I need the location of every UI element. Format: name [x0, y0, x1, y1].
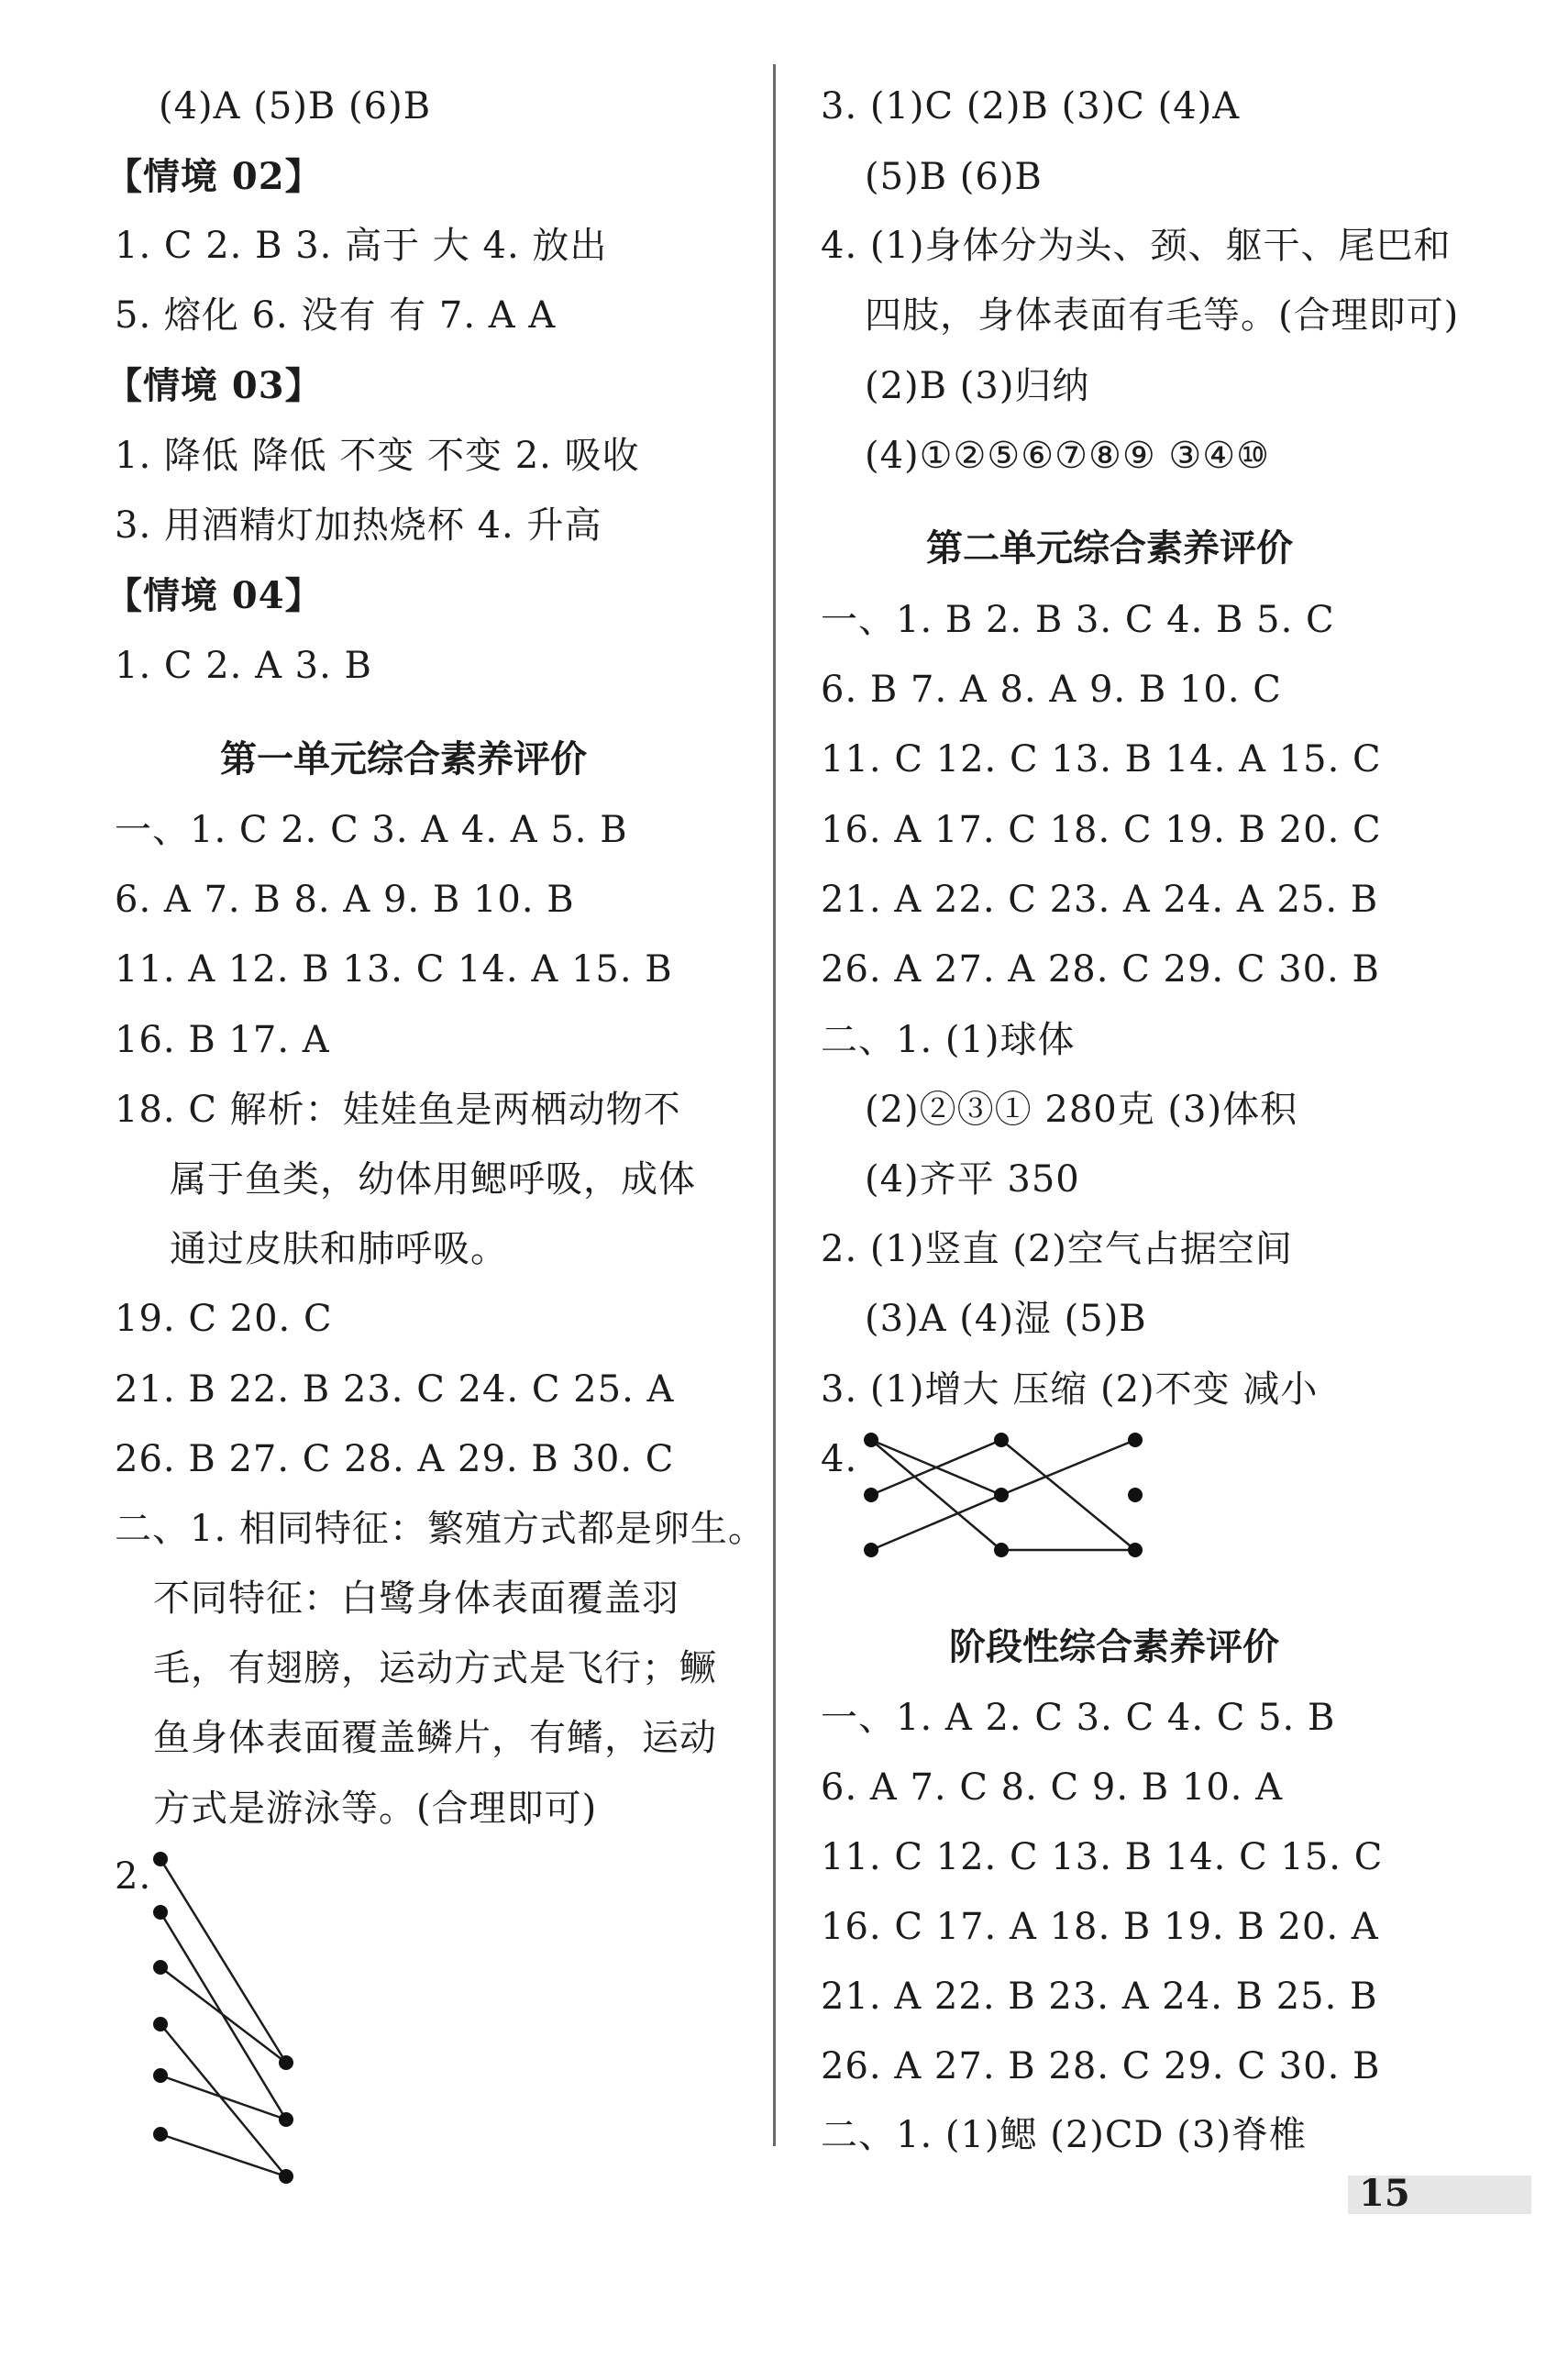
answer-line: 11. A 12. B 13. C 14. A 15. B	[115, 948, 673, 991]
answer-line: 6. A 7. B 8. A 9. B 10. B	[115, 879, 575, 921]
answer-line: 11. C 12. C 13. B 14. A 15. C	[821, 738, 1382, 780]
answer-line: 21. A 22. B 23. A 24. B 25. B	[821, 1976, 1378, 2018]
answer-line: (2)②③① 280克 (3)体积	[865, 1089, 1298, 1131]
answer-line: 2. (1)竖直 (2)空气占据空间	[821, 1228, 1293, 1270]
answer-line: 18. C 解析：娃娃鱼是两栖动物不	[115, 1089, 681, 1131]
answer-line: 2.	[115, 1855, 152, 1898]
answer-line: 5. 熔化 6. 没有 有 7. A A	[115, 294, 557, 337]
answer-line: 6. B 7. A 8. A 9. B 10. C	[821, 669, 1282, 711]
page-number: 15	[1359, 2172, 1410, 2215]
unit-title: 第一单元综合素养评价	[220, 737, 587, 780]
match-dot	[864, 1433, 878, 1447]
answer-line: 11. C 12. C 13. B 14. C 15. C	[821, 1836, 1384, 1878]
answer-line: 21. B 22. B 23. C 24. C 25. A	[115, 1368, 675, 1411]
answer-line: 一、1. C 2. C 3. A 4. A 5. B	[115, 809, 628, 851]
answer-line: 26. A 27. A 28. C 29. C 30. B	[821, 948, 1380, 991]
unit-title: 第二单元综合素养评价	[926, 526, 1293, 570]
answer-line: 4.	[821, 1438, 858, 1480]
answer-line: 不同特征：白鹭身体表面覆盖羽	[153, 1578, 679, 1620]
answer-line: 通过皮肤和肺呼吸。	[170, 1228, 508, 1270]
answer-line: 一、1. A 2. C 3. C 4. C 5. B	[821, 1697, 1336, 1739]
answer-line: (3)A (4)湿 (5)B	[865, 1298, 1147, 1340]
answer-line: 3. (1)增大 压缩 (2)不变 减小	[821, 1368, 1319, 1411]
answer-line: 4. (1)身体分为头、颈、躯干、尾巴和	[821, 225, 1452, 267]
answer-line: 16. A 17. C 18. C 19. B 20. C	[821, 809, 1382, 851]
answer-line: (4)齐平 350	[865, 1158, 1080, 1201]
answer-line: 1. C 2. A 3. B	[115, 645, 372, 687]
answer-line: 属于鱼类，幼体用鳃呼吸，成体	[170, 1158, 696, 1201]
answer-line: (4)A (5)B (6)B	[159, 85, 432, 127]
answer-line: 26. B 27. C 28. A 29. B 30. C	[115, 1438, 675, 1480]
answer-line: 19. C 20. C	[115, 1298, 333, 1340]
answer-line: 二、1. (1)鳃 (2)CD (3)脊椎	[821, 2114, 1307, 2156]
match-dot	[864, 1543, 878, 1557]
answer-line: 16. C 17. A 18. B 19. B 20. A	[821, 1906, 1379, 1948]
answer-line: 方式是游泳等。(合理即可)	[153, 1788, 598, 1830]
answer-line: (5)B (6)B	[865, 156, 1043, 198]
section-heading: 【情境 03】	[105, 364, 323, 407]
answer-line: 21. A 22. C 23. A 24. A 25. B	[821, 879, 1379, 921]
match-dot	[994, 1488, 1009, 1502]
section-heading: 【情境 04】	[105, 574, 323, 617]
answer-line: 16. B 17. A	[115, 1019, 330, 1061]
answer-line: 3. (1)C (2)B (3)C (4)A	[821, 85, 1241, 127]
match-dot	[1128, 1488, 1143, 1502]
unit-title: 阶段性综合素养评价	[949, 1625, 1279, 1668]
section-heading: 【情境 02】	[105, 155, 323, 198]
answer-line: 3. 用酒精灯加热烧杯 4. 升高	[115, 504, 602, 547]
answer-line: 二、1. 相同特征：繁殖方式都是卵生。	[115, 1508, 766, 1550]
answer-line: 二、1. (1)球体	[821, 1019, 1076, 1061]
match-dot	[1128, 1543, 1143, 1557]
answer-line: 1. 降低 降低 不变 不变 2. 吸收	[115, 435, 640, 477]
answer-line: 26. A 27. B 28. C 29. C 30. B	[821, 2045, 1381, 2087]
answer-line: 毛，有翅膀，运动方式是飞行；鳜	[153, 1647, 717, 1689]
answer-line: 鱼身体表面覆盖鳞片，有鳍，运动	[153, 1717, 717, 1759]
match-dot	[864, 1488, 878, 1502]
match-dot	[994, 1543, 1009, 1557]
answer-line: 1. C 2. B 3. 高于 大 4. 放出	[115, 225, 608, 267]
answer-line: (4)①②⑤⑥⑦⑧⑨ ③④⑩	[865, 435, 1270, 477]
match-dot	[1128, 1433, 1143, 1447]
answer-line: 四肢，身体表面有毛等。(合理即可)	[865, 294, 1460, 337]
answer-line: (2)B (3)归纳	[865, 365, 1090, 407]
answer-line: 6. A 7. C 8. C 9. B 10. A	[821, 1766, 1284, 1809]
match-dot	[994, 1433, 1009, 1447]
answer-line: 一、1. B 2. B 3. C 4. B 5. C	[821, 599, 1335, 641]
